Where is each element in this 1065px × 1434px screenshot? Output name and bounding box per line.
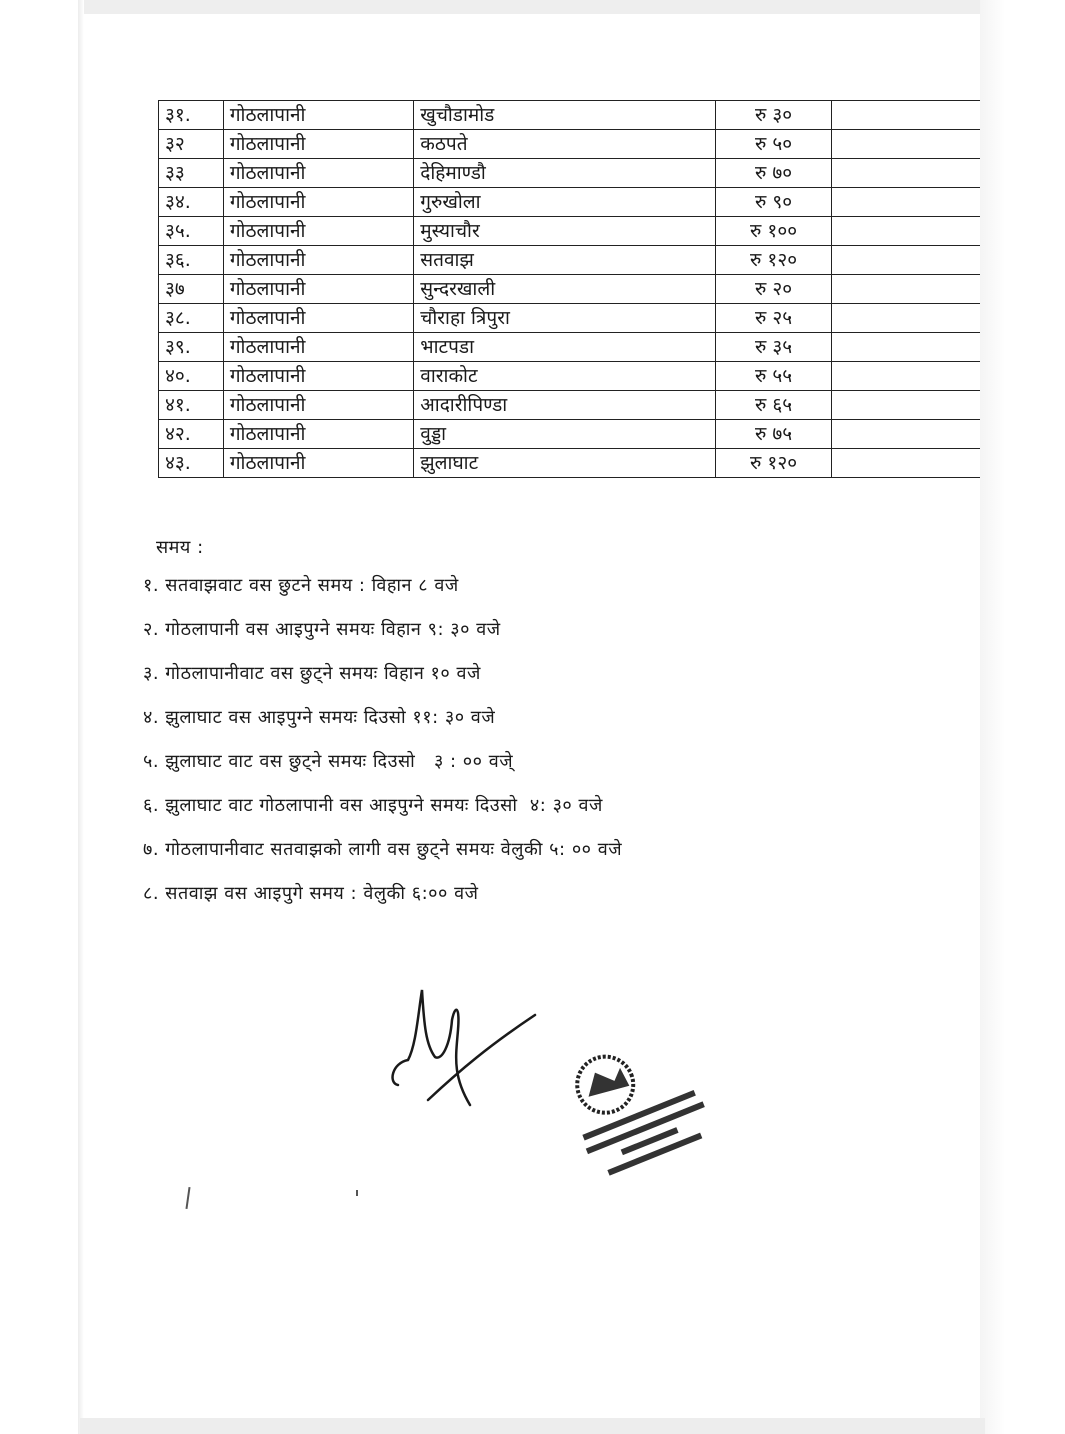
table-row — [159, 217, 981, 246]
timing-list — [143, 564, 622, 916]
cell-fare: रु ७५ — [715, 420, 831, 449]
cell-remark — [832, 159, 980, 188]
cell-from: गोठलापानी — [223, 362, 413, 391]
cell-serial: ४२. — [159, 420, 224, 449]
cell-to: झुलाघाट — [414, 449, 716, 478]
cell-fare: रु २५ — [715, 304, 831, 333]
table-row — [159, 188, 981, 217]
table-row — [159, 101, 981, 130]
stray-mark — [185, 1187, 190, 1209]
cell-remark — [832, 362, 980, 391]
cell-fare: रु ५० — [715, 130, 831, 159]
cell-from: गोठलापानी — [223, 188, 413, 217]
cell-from: गोठलापानी — [223, 391, 413, 420]
stray-mark — [356, 1190, 358, 1196]
fare-table-body — [159, 101, 981, 478]
timing-item: ६. झुलाघाट वाट गोठलापानी वस आइपुग्ने समयः दिउसो ४: ३० वजे — [143, 795, 603, 816]
page-left-edge — [78, 0, 84, 1434]
timing-item: २. गोठलापानी वस आइपुग्ने समयः विहान ९: ३० वजे — [143, 619, 501, 640]
signature-stroke-cross — [428, 1015, 535, 1100]
cell-from: गोठलापानी — [223, 275, 413, 304]
cell-to: सुन्दरखाली — [414, 275, 716, 304]
cell-serial: ३८. — [159, 304, 224, 333]
cell-remark — [832, 275, 980, 304]
timing-section — [143, 532, 622, 916]
timing-title: समय : — [156, 537, 204, 558]
stamp-emblem-mountain — [581, 1063, 629, 1102]
cell-serial: ३७ — [159, 275, 224, 304]
cell-to: सतवाझ — [414, 246, 716, 275]
cell-remark — [832, 101, 980, 130]
table-row — [159, 304, 981, 333]
timing-item: ५. झुलाघाट वाट वस छुट्ने समयः दिउसो ३ : ०० वजे् — [143, 751, 514, 772]
fare-table — [158, 100, 980, 478]
cell-fare: रु १०० — [715, 217, 831, 246]
cell-remark — [832, 449, 980, 478]
table-row — [159, 130, 981, 159]
cell-from: गोठलापानी — [223, 246, 413, 275]
cell-serial: ३६. — [159, 246, 224, 275]
cell-remark — [832, 217, 980, 246]
cell-to: वुड्डा — [414, 420, 716, 449]
table-row — [159, 420, 981, 449]
table-row — [159, 449, 981, 478]
cell-fare: रु ६५ — [715, 391, 831, 420]
page-right-edge — [980, 0, 1065, 1434]
cell-to: मुस्याचौर — [414, 217, 716, 246]
signature — [380, 975, 540, 1110]
cell-from: गोठलापानी — [223, 101, 413, 130]
cell-fare: रु ७० — [715, 159, 831, 188]
cell-from: गोठलापानी — [223, 333, 413, 362]
cell-remark — [832, 246, 980, 275]
cell-remark — [832, 188, 980, 217]
cell-serial: ३३ — [159, 159, 224, 188]
cell-from: गोठलापानी — [223, 159, 413, 188]
cell-fare: रु १२० — [715, 449, 831, 478]
cell-remark — [832, 420, 980, 449]
cell-to: भाटपडा — [414, 333, 716, 362]
cell-fare: रु ५५ — [715, 362, 831, 391]
table-row — [159, 391, 981, 420]
cell-to: वाराकोट — [414, 362, 716, 391]
cell-to: आदारीपिण्डा — [414, 391, 716, 420]
cell-fare: रु २० — [715, 275, 831, 304]
table-row — [159, 275, 981, 304]
table-row — [159, 362, 981, 391]
cell-to: खुचौडामोड — [414, 101, 716, 130]
cell-fare: रु ३५ — [715, 333, 831, 362]
timing-item: ७. गोठलापानीवाट सतवाझको लागी वस छुट्ने समयः वेलुकी ५: ०० वजे — [143, 839, 623, 860]
cell-serial: ४३. — [159, 449, 224, 478]
cell-remark — [832, 333, 980, 362]
cell-to: देहिमाण्डौ — [414, 159, 716, 188]
official-stamp — [555, 1025, 715, 1185]
cell-remark — [832, 304, 980, 333]
page-bottom-edge — [80, 1418, 985, 1434]
cell-from: गोठलापानी — [223, 130, 413, 159]
cell-from: गोठलापानी — [223, 420, 413, 449]
cell-to: चौराहा त्रिपुरा — [414, 304, 716, 333]
table-row — [159, 333, 981, 362]
cell-from: गोठलापानी — [223, 304, 413, 333]
table-row — [159, 159, 981, 188]
cell-fare: रु ९० — [715, 188, 831, 217]
cell-serial: ३५. — [159, 217, 224, 246]
cell-fare: रु ३० — [715, 101, 831, 130]
timing-item: ४. झुलाघाट वस आइपुग्ने समयः दिउसो ११: ३० वजे — [143, 707, 496, 728]
cell-serial: ४१. — [159, 391, 224, 420]
cell-remark — [832, 391, 980, 420]
cell-from: गोठलापानी — [223, 449, 413, 478]
cell-to: कठपते — [414, 130, 716, 159]
cell-serial: ३४. — [159, 188, 224, 217]
cell-remark — [832, 130, 980, 159]
timing-item: ३. गोठलापानीवाट वस छुट्ने समयः विहान १० वजे — [143, 663, 481, 684]
cell-to: गुरुखोला — [414, 188, 716, 217]
cell-serial: ३१. — [159, 101, 224, 130]
timing-item: ८. सतवाझ वस आइपुगे समय : वेलुकी ६:०० वजे — [143, 883, 479, 904]
timing-item: १. सतवाझवाट वस छुटने समय : विहान ८ वजे — [143, 575, 459, 596]
cell-fare: रु १२० — [715, 246, 831, 275]
signature-stroke-main — [393, 990, 470, 1105]
cell-serial: ३२ — [159, 130, 224, 159]
cell-serial: ३९. — [159, 333, 224, 362]
cell-from: गोठलापानी — [223, 217, 413, 246]
page-top-edge — [80, 0, 985, 14]
cell-serial: ४०. — [159, 362, 224, 391]
table-row — [159, 246, 981, 275]
